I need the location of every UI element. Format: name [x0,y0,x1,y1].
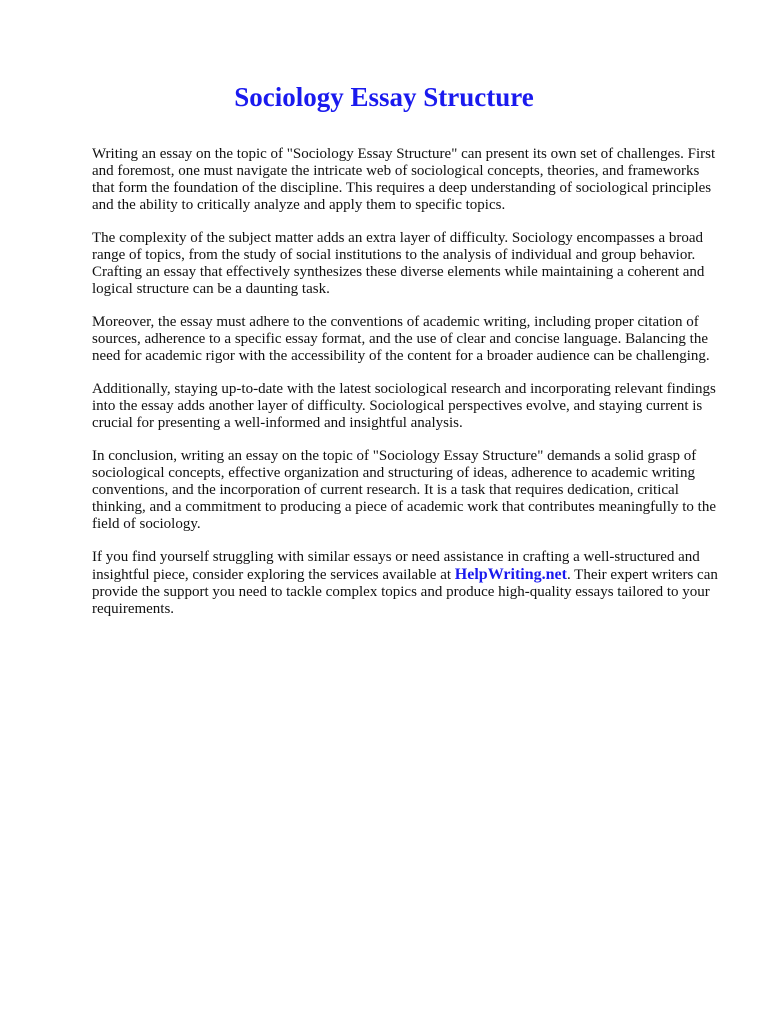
paragraph-2: The complexity of the subject matter adds an extra layer of difficulty. Sociology encompasses a broad range of topics, from the study of social institutions to the analysis of individual and group behavior. Crafting an essay that effectively synthesizes these diverse elements while maintaining a coherent and logical structure can be a daunting task. [92,230,705,297]
paragraph-1: Writing an essay on the topic of "Sociology Essay Structure" can present its own set of challenges. First and foremost, one must navigate the intricate web of sociological concepts, theories, and frameworks that form the foundation of the discipline. This requires a deep understanding of sociological principles and the ability to critically analyze and apply them to specific topics. [92,146,716,213]
document-body [92,146,720,634]
paragraph-4: Additionally, staying up-to-date with the latest sociological research and incorporating relevant findings into the essay adds another layer of difficulty. Sociological perspectives evolve, and staying current is crucial for presenting a well-informed and insightful analysis. [92,381,716,431]
paragraph-6-closing [92,549,720,618]
paragraph-5: In conclusion, writing an essay on the topic of "Sociology Essay Structure" demands a solid grasp of sociological concepts, effective organization and structuring of ideas, adherence to academic writing conventions, and the incorporation of current research. It is a task that requires dedication, critical thinking, and a commitment to producing a piece of academic work that contributes meaningfully to the field of sociology. [92,448,716,532]
closing-text-after-link: . Their expert writers can provide the support you need to tackle complex topics and produce high-quality essays tailored to your requirements. [92,567,718,617]
closing-text-before-link: If you find yourself struggling with similar essays or need assistance in crafting a well-structured and insightful piece, consider exploring the services available at [92,549,700,583]
page-title: Sociology Essay Structure [234,82,534,112]
helpwriting-link[interactable]: HelpWriting.net [454,566,567,583]
paragraph-3: Moreover, the essay must adhere to the conventions of academic writing, including proper citation of sources, adherence to a specific essay format, and the use of clear and concise language. Balancing the need for academic rigor with the accessibility of the content for a broader audience can be challenging. [92,314,710,364]
